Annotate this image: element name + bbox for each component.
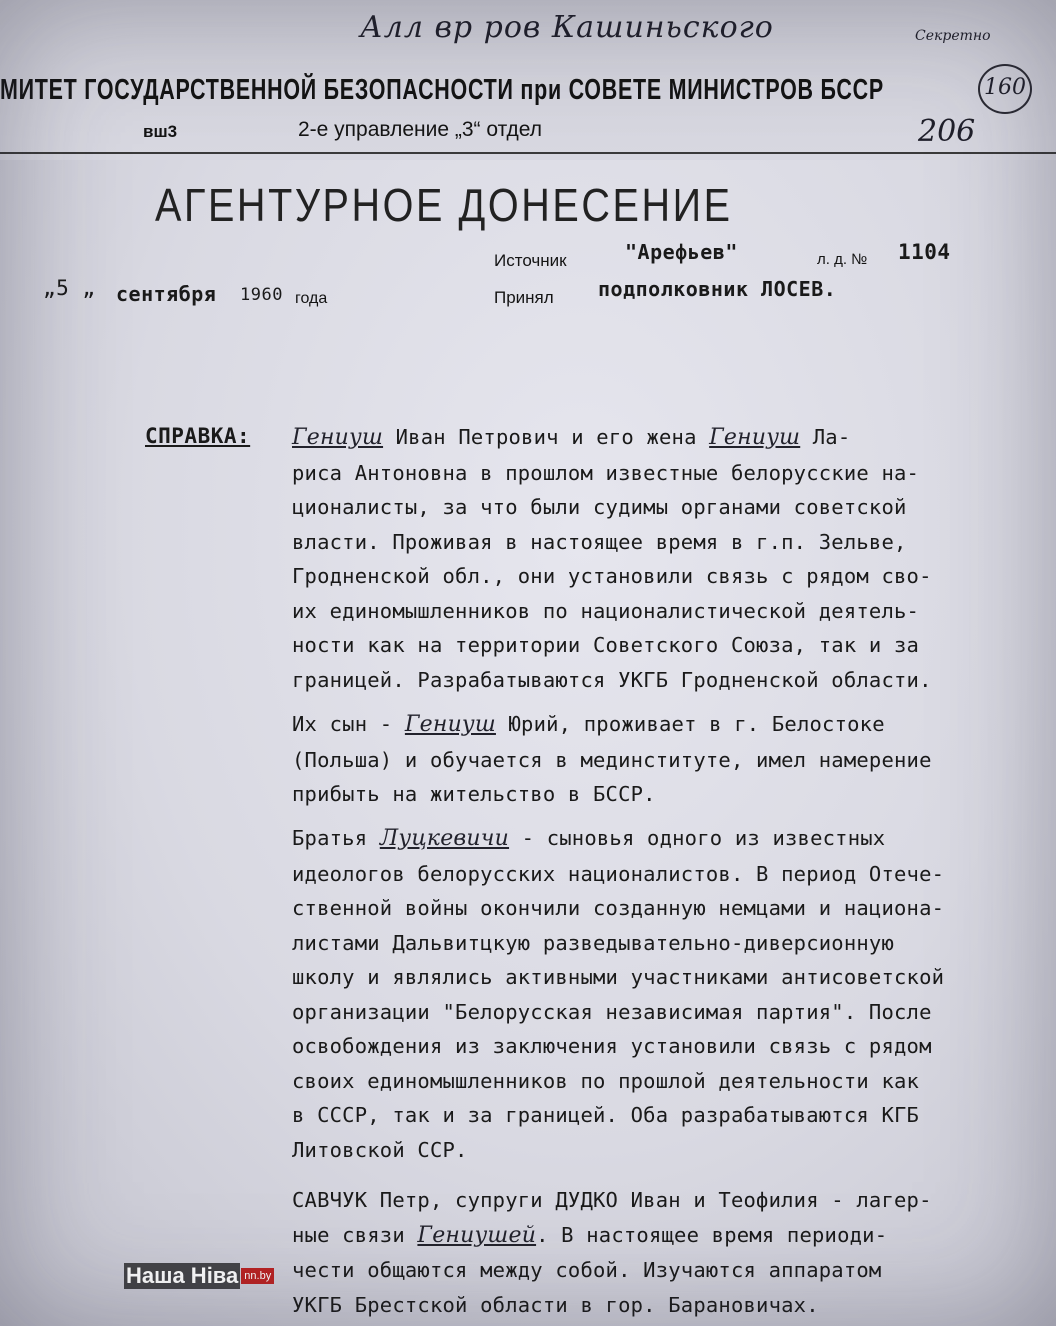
text-line — [292, 1288, 1037, 1323]
line-text: ные связи — [292, 1222, 418, 1247]
text-line — [292, 456, 1037, 491]
text-line — [292, 1064, 1037, 1099]
text-line — [292, 707, 1037, 743]
text-line — [292, 857, 1037, 892]
text-line — [292, 420, 1037, 456]
text-line — [292, 960, 1037, 995]
date-day: „5 „ — [43, 276, 96, 300]
line-text: в СССР, так и за границей. Оба разрабатываются КГБ — [292, 1103, 920, 1127]
line-text: границей. Разрабатываются УКГБ Гродненской области. — [292, 667, 932, 692]
line-text: школу и являлись активными участниками антисоветской — [292, 965, 945, 989]
line-text: власти. Проживая в настоящее время в г.п. Зельве, — [292, 529, 907, 554]
folio-number: 206 — [918, 114, 976, 149]
line-text: своих единомышленников по прошлой деятельности как — [292, 1068, 920, 1093]
line-text: Юрий, проживает в г. Белостоке — [495, 712, 885, 736]
line-text: идеологов белорусских националистов. В период Отече- — [292, 861, 945, 886]
line-text: Иван Петрович и его жена — [383, 425, 710, 449]
line-text: - сыновья одного из известных — [509, 826, 886, 850]
line-text: ционалисты, за что были судимы органами советской — [292, 495, 907, 519]
line-text: ственной войны окончили созданную немцами и национа- — [292, 896, 945, 920]
document-title: АГЕНТУРНОЕ ДОНЕСЕНИЕ — [155, 179, 733, 231]
paragraph-3 — [292, 821, 1037, 1167]
text-line — [292, 559, 1037, 594]
department-line: 2-е управление „3“ отдел — [298, 118, 542, 141]
paragraph-2 — [292, 707, 1037, 812]
watermark-brand: Наша Ніва — [126, 1263, 239, 1288]
handwritten-name: Гениуш — [404, 712, 496, 737]
line-text: прибыть на жительство в БССР. — [292, 782, 656, 806]
text-line — [292, 821, 1037, 857]
handwritten-resolution: Алл вр ров Кашиньского — [360, 10, 774, 45]
line-text: листами Дальвитцкую разведывательно-диверсионную — [292, 930, 895, 955]
file-number-value: 1104 — [898, 240, 951, 264]
spravka-label: СПРАВКА: — [145, 424, 251, 448]
handwritten-name: Гениуш — [709, 425, 801, 450]
watermark-domain: nn.by — [241, 1268, 274, 1284]
line-text: ности как на территории Советского Союза, так и за — [292, 633, 920, 657]
text-line — [292, 1183, 1037, 1218]
organization-name: МИТЕТ ГОСУДАРСТВЕННОЙ БЕЗОПАСНОСТИ при СОВЕТЕ МИНИСТРОВ БССР — [0, 74, 884, 106]
text-line — [292, 628, 1037, 663]
date-year: 1960 — [240, 285, 283, 305]
line-text: риса Антоновна в прошлом известные белорусские на- — [292, 460, 920, 485]
line-text: Ла- — [800, 425, 851, 449]
line-text: Гродненской обл., они установили связь с рядом сво- — [292, 564, 932, 588]
text-line — [292, 663, 1037, 698]
watermark-logo — [124, 1262, 274, 1290]
text-line — [292, 1133, 1037, 1168]
handwritten-name: Гениушей — [417, 1222, 537, 1248]
line-text: чести общаются между собой. Изучаются аппаратом — [292, 1258, 882, 1282]
text-line — [292, 1218, 1037, 1254]
received-value: подполковник ЛОСЕВ. — [598, 277, 837, 301]
source-value: "Арефьев" — [625, 240, 738, 264]
line-text: Их сын - — [292, 712, 405, 736]
paragraph-1 — [292, 420, 1037, 697]
handwritten-name: Луцкевичи — [379, 826, 510, 851]
line-text: САВЧУК Петр, супруги ДУДКО Иван и Теофилия - лагер- — [292, 1188, 932, 1212]
header-rule — [0, 152, 1056, 154]
text-line — [292, 525, 1037, 560]
line-text: УКГБ Брестской области в гор. Барановичах. — [292, 1292, 819, 1317]
text-line — [292, 777, 1037, 812]
text-line — [292, 490, 1037, 525]
source-label: Источник — [494, 251, 567, 270]
file-number-label: л. д. № — [817, 251, 868, 268]
handwritten-name: Гениуш — [292, 425, 384, 450]
text-line — [292, 594, 1037, 629]
line-text: освобождения из заключения установили связь с рядом — [292, 1034, 932, 1058]
text-line — [292, 743, 1037, 778]
text-line — [292, 1029, 1037, 1064]
line-text: . В настоящее время периоди- — [536, 1222, 888, 1247]
circled-number: 160 — [978, 64, 1032, 114]
text-line — [292, 995, 1037, 1030]
line-text: их единомышленников по националистической деятель- — [292, 598, 920, 623]
paragraph-4 — [292, 1183, 1037, 1322]
text-line — [292, 891, 1037, 926]
line-text: организации "Белорусская независимая партия". После — [292, 999, 932, 1024]
date-suffix: года — [295, 290, 328, 307]
date-month: сентября — [116, 282, 217, 306]
secret-label: Секретно — [915, 28, 991, 44]
text-line — [292, 1098, 1037, 1133]
received-label: Принял — [494, 288, 554, 307]
document-code: вш3 — [143, 122, 178, 141]
text-line — [292, 1253, 1037, 1288]
text-line — [292, 926, 1037, 961]
line-text: Братья — [292, 826, 380, 850]
line-text: (Польша) и обучается в мединституте, имел намерение — [292, 747, 932, 772]
line-text: Литовской ССР. — [292, 1137, 468, 1162]
